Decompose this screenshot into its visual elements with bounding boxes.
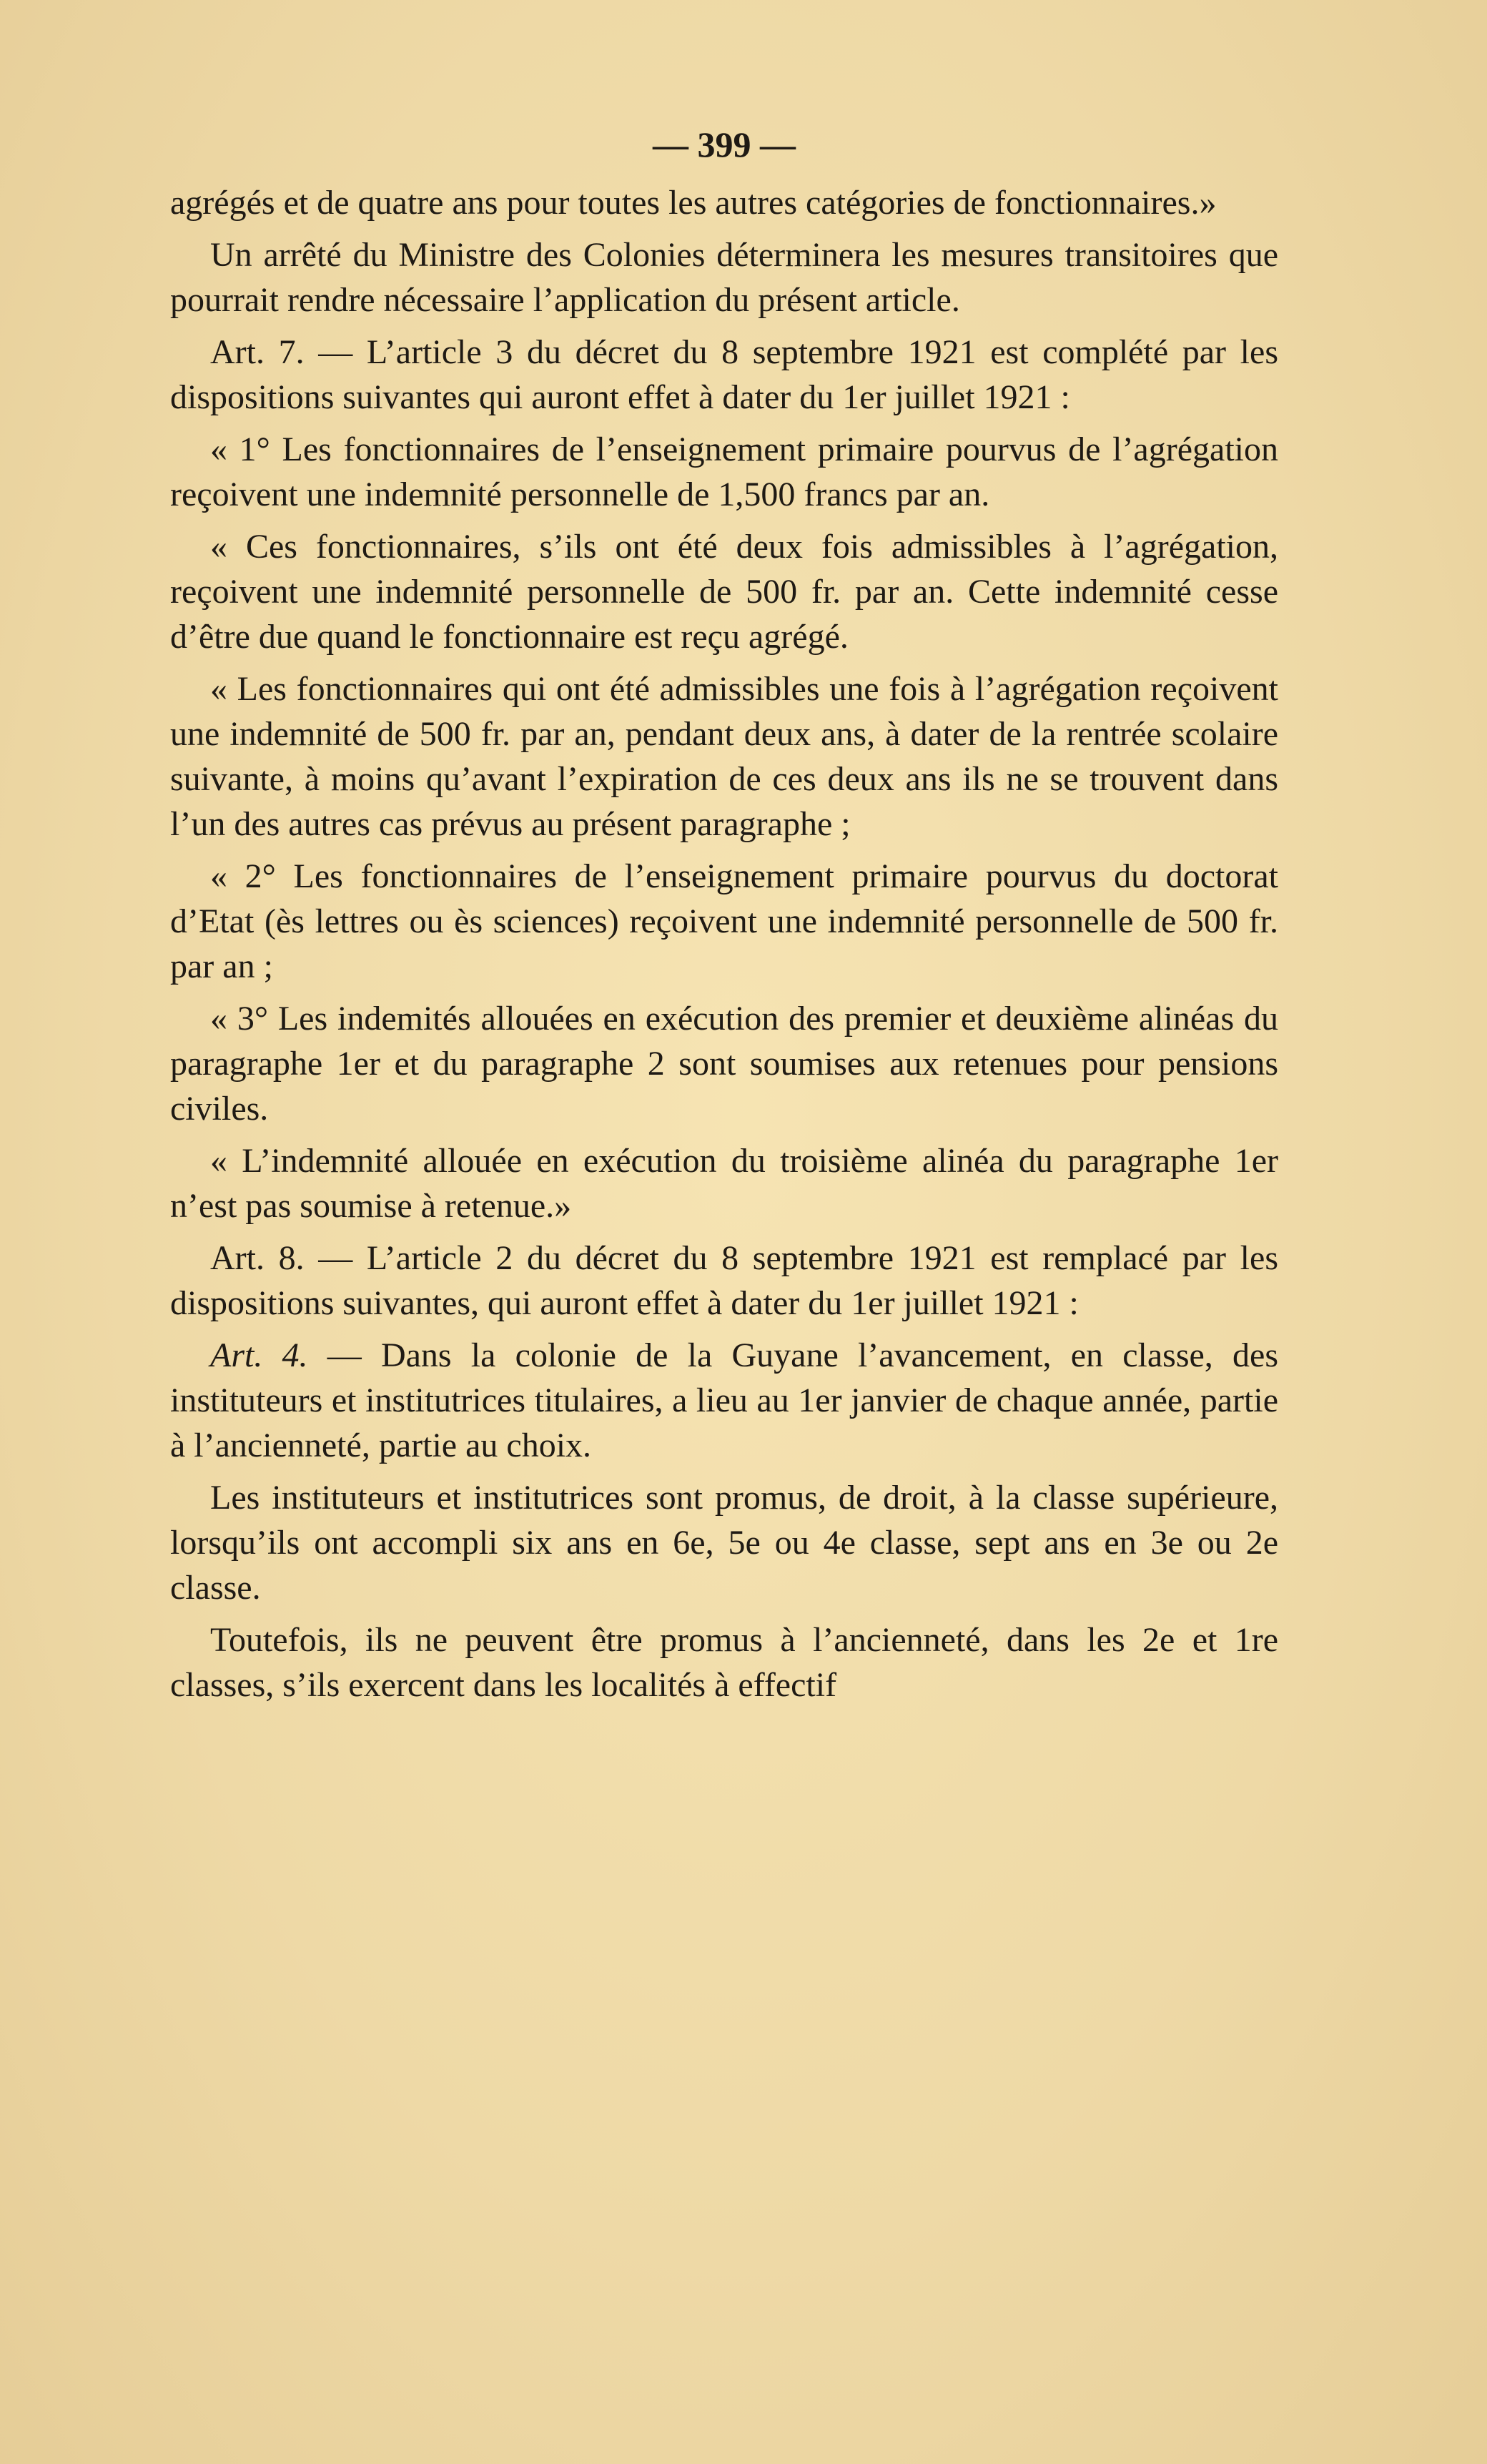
paragraph: « 2° Les fonctionnaires de l’enseignement primaire pourvus du doctorat d’Etat (ès lettres ou ès sciences) reçoivent une indemnité personnelle de 500 fr. par an ; — [170, 857, 1278, 985]
article-lead: Art. 4. — [210, 1336, 308, 1374]
paragraph: Les instituteurs et institutrices sont promus, de droit, à la classe supérieure, lorsqu’ils ont accompli six ans en 6e, 5e ou 4e classe, sept ans en 3e ou 2e classe. — [170, 1479, 1278, 1607]
paragraph: « Les fonctionnaires qui ont été admissibles une fois à l’agrégation reçoivent une indemnité de 500 fr. par an, pendant deux ans, à dater de la rentrée scolaire suivante, à moins qu’avant l’expiration de ces deux ans ils ne se trouvent dans l’un des autres cas prévus au présent paragraphe ; — [170, 670, 1278, 843]
paragraph-article-8: Art. 8. — L’article 2 du décret du 8 septembre 1921 est remplacé par les dispositions suivantes, qui auront effet à dater du 1er juillet 1921 : — [170, 1239, 1278, 1322]
paragraph: Un arrêté du Ministre des Colonies déterminera les mesures transitoires que pourrait rendre nécessaire l’application du présent article. — [170, 236, 1278, 319]
paragraph: « 1° Les fonctionnaires de l’enseignement primaire pourvus de l’agrégation reçoivent une indemnité personnelle de 1,500 francs par an. — [170, 430, 1278, 513]
page-number: — 399 — — [653, 124, 796, 164]
paragraph-article-7: Art. 7. — L’article 3 du décret du 8 septembre 1921 est complété par les dispositions suivantes qui auront effet à dater du 1er juillet 1921 : — [170, 333, 1278, 416]
page-body — [170, 123, 1278, 1715]
paragraph-text: — Dans la colonie de la Guyane l’avancement, en classe, des instituteurs et institutrices titulaires, a lieu au 1er janvier de chaque année, partie à l’ancienneté, partie au choix. — [170, 1336, 1278, 1464]
paragraph-article-4 — [170, 1333, 1278, 1468]
paragraph: « Ces fonctionnaires, s’ils ont été deux fois admissibles à l’agrégation, reçoivent une indemnité personnelle de 500 fr. par an. Cette indemnité cesse d’être due quand le fonctionnaire est reçu agrégé. — [170, 528, 1278, 656]
paragraph: « L’indemnité allouée en exécution du troisième alinéa du paragraphe 1er n’est pas soumise à retenue.» — [170, 1142, 1278, 1225]
paragraph: « 3° Les indemités allouées en exécution des premier et deuxième alinéas du paragraphe 1er et du paragraphe 2 sont soumises aux retenues pour pensions civiles. — [170, 1000, 1278, 1128]
paragraph: Toutefois, ils ne peuvent être promus à l’ancienneté, dans les 2e et 1re classes, s’ils exercent dans les localités à effectif — [170, 1621, 1278, 1704]
paragraph: agrégés et de quatre ans pour toutes les autres catégories de fonctionnaires.» — [170, 184, 1217, 222]
